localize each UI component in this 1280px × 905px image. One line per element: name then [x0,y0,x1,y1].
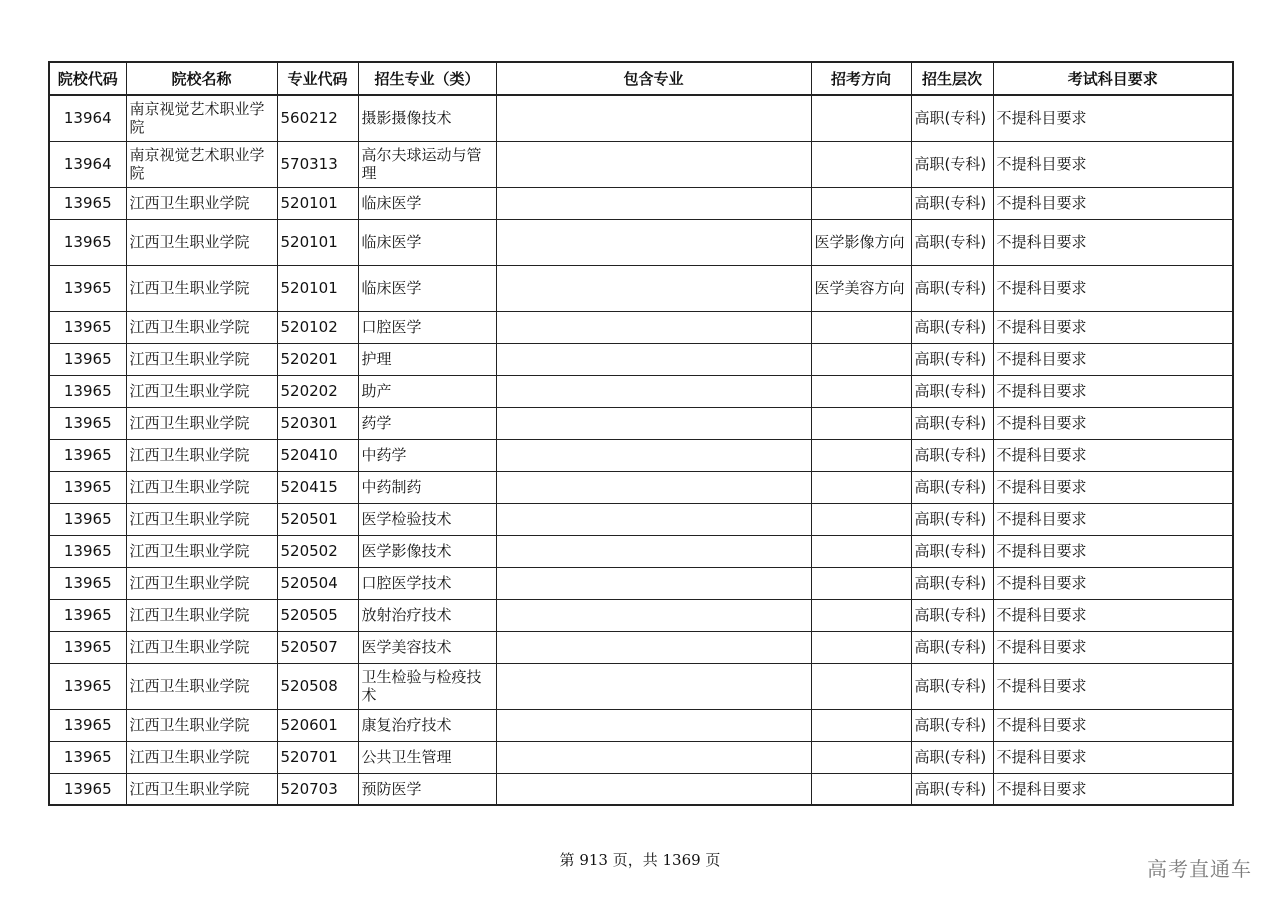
cell-included-majors [496,187,811,219]
cell-major-code: 520101 [277,187,358,219]
cell-major: 中药制药 [358,471,496,503]
cell-major-code: 520703 [277,773,358,805]
cell-direction [811,631,911,663]
cell-level: 高职(专科) [911,599,993,631]
cell-school-name: 江西卫生职业学院 [126,471,277,503]
cell-major: 护理 [358,343,496,375]
page-number: 第 913 页，共 1369 页 [559,851,721,869]
cell-subject-requirement: 不提科目要求 [993,265,1233,311]
cell-level: 高职(专科) [911,709,993,741]
cell-included-majors [496,535,811,567]
cell-school-name: 南京视觉艺术职业学院 [126,141,277,187]
cell-major: 助产 [358,375,496,407]
cell-included-majors [496,663,811,709]
cell-included-majors [496,599,811,631]
table-row [49,311,1233,343]
table-row [49,265,1233,311]
cell-direction [811,567,911,599]
cell-subject-requirement: 不提科目要求 [993,773,1233,805]
cell-school-name: 江西卫生职业学院 [126,567,277,599]
cell-school-name: 江西卫生职业学院 [126,741,277,773]
cell-direction [811,471,911,503]
cell-major: 医学检验技术 [358,503,496,535]
cell-subject-requirement: 不提科目要求 [993,439,1233,471]
cell-school-name: 江西卫生职业学院 [126,663,277,709]
cell-major-code: 520601 [277,709,358,741]
cell-school-code: 13965 [49,439,126,471]
cell-direction [811,503,911,535]
cell-subject-requirement: 不提科目要求 [993,631,1233,663]
cell-included-majors [496,311,811,343]
cell-level: 高职(专科) [911,265,993,311]
cell-direction [811,311,911,343]
cell-school-code: 13965 [49,663,126,709]
cell-school-name: 江西卫生职业学院 [126,343,277,375]
table-row [49,439,1233,471]
table-row [49,503,1233,535]
cell-major-code: 520301 [277,407,358,439]
cell-subject-requirement: 不提科目要求 [993,567,1233,599]
cell-school-code: 13965 [49,567,126,599]
cell-major: 临床医学 [358,187,496,219]
cell-direction [811,343,911,375]
cell-included-majors [496,407,811,439]
cell-school-code: 13965 [49,741,126,773]
table-row [49,219,1233,265]
cell-school-name: 江西卫生职业学院 [126,631,277,663]
cell-major: 预防医学 [358,773,496,805]
cell-school-code: 13964 [49,141,126,187]
cell-level: 高职(专科) [911,375,993,407]
cell-subject-requirement: 不提科目要求 [993,141,1233,187]
cell-level: 高职(专科) [911,311,993,343]
cell-direction [811,95,911,141]
cell-included-majors [496,219,811,265]
table-row [49,663,1233,709]
table-row [49,567,1233,599]
cell-school-code: 13965 [49,631,126,663]
cell-school-code: 13965 [49,407,126,439]
cell-school-name: 江西卫生职业学院 [126,439,277,471]
cell-major: 中药学 [358,439,496,471]
cell-direction: 医学美容方向 [811,265,911,311]
table-row [49,773,1233,805]
cell-direction [811,773,911,805]
cell-subject-requirement: 不提科目要求 [993,375,1233,407]
cell-school-name: 江西卫生职业学院 [126,407,277,439]
cell-major-code: 520415 [277,471,358,503]
table-row [49,741,1233,773]
cell-included-majors [496,709,811,741]
cell-subject-requirement: 不提科目要求 [993,599,1233,631]
table-row [49,375,1233,407]
cell-direction [811,439,911,471]
cell-included-majors [496,567,811,599]
cell-direction [811,141,911,187]
cell-major: 医学美容技术 [358,631,496,663]
cell-major-code: 560212 [277,95,358,141]
cell-included-majors [496,95,811,141]
cell-major: 临床医学 [358,219,496,265]
table-row [49,471,1233,503]
cell-subject-requirement: 不提科目要求 [993,663,1233,709]
cell-major: 临床医学 [358,265,496,311]
cell-school-name: 江西卫生职业学院 [126,187,277,219]
cell-subject-requirement: 不提科目要求 [993,343,1233,375]
cell-major-code: 520507 [277,631,358,663]
cell-level: 高职(专科) [911,141,993,187]
cell-school-name: 江西卫生职业学院 [126,709,277,741]
cell-school-name: 江西卫生职业学院 [126,311,277,343]
cell-subject-requirement: 不提科目要求 [993,471,1233,503]
cell-included-majors [496,439,811,471]
header-major-code: 专业代码 [277,62,358,95]
cell-school-code: 13965 [49,503,126,535]
cell-major: 口腔医学技术 [358,567,496,599]
cell-school-code: 13965 [49,187,126,219]
cell-level: 高职(专科) [911,343,993,375]
cell-major-code: 520505 [277,599,358,631]
watermark: 高考直通车 [1147,857,1252,881]
header-school-code: 院校代码 [49,62,126,95]
cell-school-code: 13965 [49,773,126,805]
cell-included-majors [496,375,811,407]
cell-direction [811,535,911,567]
cell-major: 卫生检验与检疫技术 [358,663,496,709]
cell-included-majors [496,141,811,187]
cell-level: 高职(专科) [911,219,993,265]
cell-included-majors [496,265,811,311]
cell-level: 高职(专科) [911,741,993,773]
header-school-name: 院校名称 [126,62,277,95]
cell-school-code: 13964 [49,95,126,141]
cell-level: 高职(专科) [911,535,993,567]
header-subject-requirement: 考试科目要求 [993,62,1233,95]
cell-school-code: 13965 [49,535,126,567]
cell-direction [811,375,911,407]
cell-included-majors [496,471,811,503]
cell-level: 高职(专科) [911,95,993,141]
cell-major: 康复治疗技术 [358,709,496,741]
table-row [49,599,1233,631]
cell-school-name: 南京视觉艺术职业学院 [126,95,277,141]
cell-subject-requirement: 不提科目要求 [993,535,1233,567]
cell-major-code: 520502 [277,535,358,567]
table-row [49,709,1233,741]
cell-major: 医学影像技术 [358,535,496,567]
cell-major-code: 520508 [277,663,358,709]
cell-school-code: 13965 [49,311,126,343]
cell-school-code: 13965 [49,265,126,311]
cell-major-code: 520202 [277,375,358,407]
cell-major-code: 520504 [277,567,358,599]
cell-subject-requirement: 不提科目要求 [993,741,1233,773]
cell-level: 高职(专科) [911,439,993,471]
table-row [49,631,1233,663]
table-row [49,141,1233,187]
table-row [49,535,1233,567]
cell-subject-requirement: 不提科目要求 [993,407,1233,439]
cell-direction: 医学影像方向 [811,219,911,265]
header-direction: 招考方向 [811,62,911,95]
cell-major-code: 570313 [277,141,358,187]
cell-school-code: 13965 [49,343,126,375]
table-row [49,407,1233,439]
table-row [49,187,1233,219]
header-level: 招生层次 [911,62,993,95]
cell-school-code: 13965 [49,219,126,265]
cell-major-code: 520101 [277,219,358,265]
cell-major: 高尔夫球运动与管理 [358,141,496,187]
cell-school-name: 江西卫生职业学院 [126,503,277,535]
cell-school-code: 13965 [49,599,126,631]
cell-major: 口腔医学 [358,311,496,343]
cell-included-majors [496,741,811,773]
cell-level: 高职(专科) [911,773,993,805]
cell-subject-requirement: 不提科目要求 [993,503,1233,535]
cell-subject-requirement: 不提科目要求 [993,219,1233,265]
cell-major-code: 520410 [277,439,358,471]
cell-direction [811,187,911,219]
cell-school-name: 江西卫生职业学院 [126,773,277,805]
cell-included-majors [496,631,811,663]
cell-subject-requirement: 不提科目要求 [993,311,1233,343]
cell-subject-requirement: 不提科目要求 [993,187,1233,219]
cell-included-majors [496,773,811,805]
cell-level: 高职(专科) [911,187,993,219]
cell-major: 药学 [358,407,496,439]
cell-level: 高职(专科) [911,407,993,439]
cell-level: 高职(专科) [911,631,993,663]
table-header-row [49,62,1233,95]
cell-included-majors [496,503,811,535]
cell-school-name: 江西卫生职业学院 [126,535,277,567]
cell-school-name: 江西卫生职业学院 [126,265,277,311]
cell-school-name: 江西卫生职业学院 [126,219,277,265]
cell-school-name: 江西卫生职业学院 [126,375,277,407]
cell-major-code: 520101 [277,265,358,311]
cell-subject-requirement: 不提科目要求 [993,709,1233,741]
table-row [49,343,1233,375]
header-included-majors: 包含专业 [496,62,811,95]
cell-school-code: 13965 [49,471,126,503]
cell-level: 高职(专科) [911,503,993,535]
cell-direction [811,709,911,741]
cell-major: 摄影摄像技术 [358,95,496,141]
cell-level: 高职(专科) [911,567,993,599]
cell-direction [811,599,911,631]
table-body [49,95,1233,805]
cell-major-code: 520701 [277,741,358,773]
cell-school-code: 13965 [49,709,126,741]
admissions-table [48,61,1234,806]
cell-major-code: 520102 [277,311,358,343]
cell-direction [811,663,911,709]
cell-school-code: 13965 [49,375,126,407]
cell-major: 公共卫生管理 [358,741,496,773]
cell-level: 高职(专科) [911,663,993,709]
cell-major: 放射治疗技术 [358,599,496,631]
cell-direction [811,741,911,773]
cell-major-code: 520201 [277,343,358,375]
cell-direction [811,407,911,439]
cell-school-name: 江西卫生职业学院 [126,599,277,631]
cell-subject-requirement: 不提科目要求 [993,95,1233,141]
cell-included-majors [496,343,811,375]
cell-major-code: 520501 [277,503,358,535]
table-row [49,95,1233,141]
cell-level: 高职(专科) [911,471,993,503]
header-major: 招生专业（类） [358,62,496,95]
